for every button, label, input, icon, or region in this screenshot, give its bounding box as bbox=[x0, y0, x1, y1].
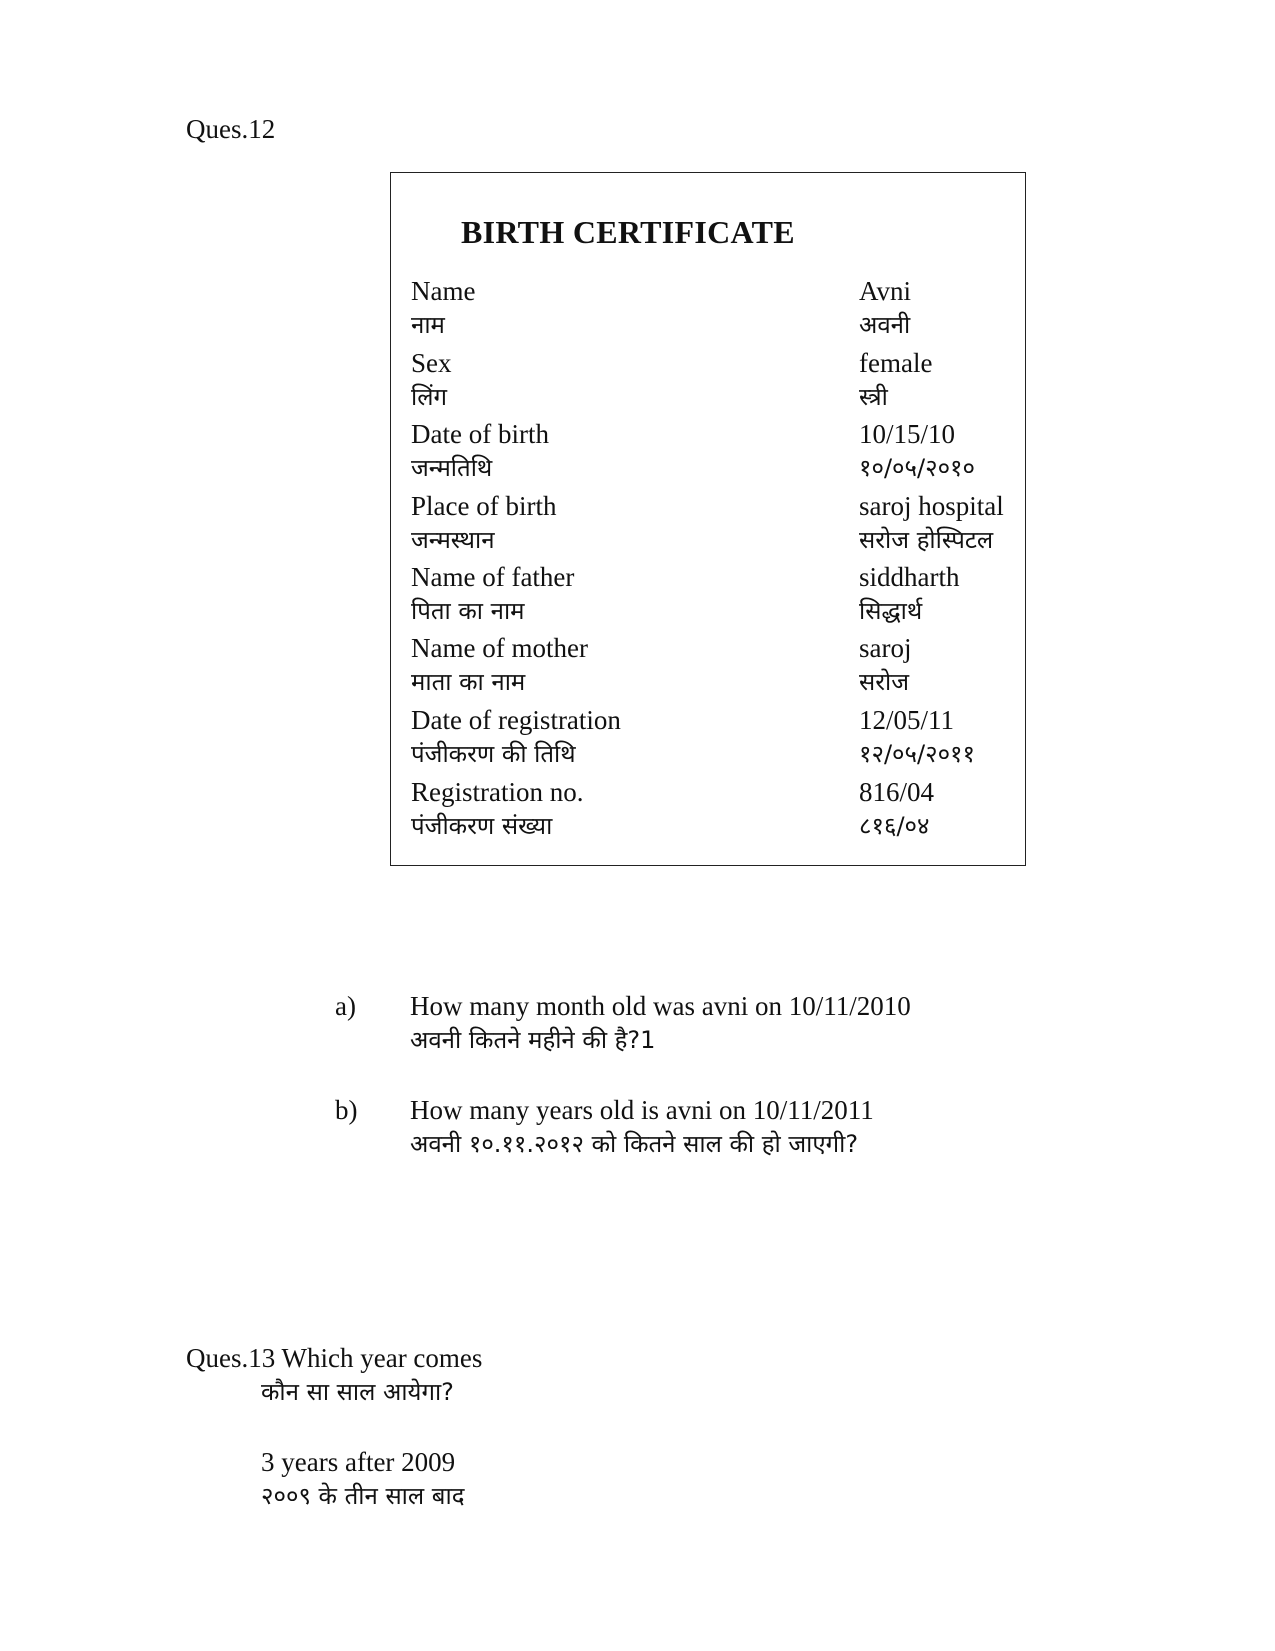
field-value-hindi: १२/०५/२०११ bbox=[859, 740, 976, 768]
field-label: Sex bbox=[411, 348, 452, 378]
field-value-hindi: सिद्धार्थ bbox=[859, 597, 923, 625]
field-label-hindi: पंजीकरण की तिथि bbox=[411, 740, 576, 768]
question-13-subquestion-hindi: २००९ के तीन साल बाद bbox=[261, 1482, 465, 1510]
field-value: saroj hospital bbox=[859, 491, 1004, 521]
field-label-hindi: पंजीकरण संख्या bbox=[411, 812, 553, 840]
question-text: How many years old is avni on 10/11/2011 bbox=[410, 1095, 874, 1125]
question-13-subquestion: 3 years after 2009 bbox=[261, 1447, 456, 1477]
question-marker: b) bbox=[335, 1095, 358, 1125]
certificate-row-name-of-mother bbox=[391, 632, 1025, 704]
field-label: Name bbox=[411, 276, 476, 306]
certificate-row-date-of-birth bbox=[391, 418, 1025, 490]
field-label-hindi: नाम bbox=[411, 311, 445, 339]
field-label-hindi: माता का नाम bbox=[411, 668, 526, 696]
field-value: female bbox=[859, 348, 933, 378]
field-value: 10/15/10 bbox=[859, 419, 956, 449]
question-item-a bbox=[335, 990, 1035, 1062]
field-label: Place of birth bbox=[411, 491, 557, 521]
field-value: siddharth bbox=[859, 562, 960, 592]
field-value-hindi: ८१६/०४ bbox=[859, 812, 930, 840]
question-12-label: Ques.12 bbox=[186, 114, 276, 144]
field-value: Avni bbox=[859, 276, 911, 306]
question-text-hindi: अवनी १०.११.२०१२ को कितने साल की हो जाएगी? bbox=[410, 1130, 859, 1158]
field-value: saroj bbox=[859, 633, 912, 663]
question-marker: a) bbox=[335, 991, 356, 1021]
question-13-label-hindi: कौन सा साल आयेगा? bbox=[261, 1378, 454, 1406]
field-label: Date of birth bbox=[411, 419, 549, 449]
certificate-row-sex bbox=[391, 347, 1025, 419]
field-label-hindi: जन्मस्थान bbox=[411, 526, 495, 554]
field-label-hindi: पिता का नाम bbox=[411, 597, 525, 625]
certificate-row-name-of-father bbox=[391, 561, 1025, 633]
certificate-title: BIRTH CERTIFICATE bbox=[461, 214, 795, 250]
field-value-hindi: अवनी bbox=[859, 311, 911, 339]
question-13-label: Ques.13 Which year comes bbox=[186, 1343, 483, 1373]
certificate-row-date-of-registration bbox=[391, 704, 1025, 776]
field-label: Name of mother bbox=[411, 633, 588, 663]
certificate-row-place-of-birth bbox=[391, 490, 1025, 562]
question-item-b bbox=[335, 1094, 1035, 1166]
birth-certificate bbox=[390, 172, 1026, 866]
field-value-hindi: स्त्री bbox=[859, 383, 888, 411]
question-text-hindi: अवनी कितने महीने की है?1 bbox=[410, 1026, 656, 1054]
field-value-hindi: १०/०५/२०१० bbox=[859, 454, 976, 482]
certificate-row-name bbox=[391, 275, 1025, 347]
field-label-hindi: जन्मतिथि bbox=[411, 454, 493, 482]
field-label: Registration no. bbox=[411, 777, 584, 807]
field-label-hindi: लिंग bbox=[411, 383, 447, 411]
field-value: 12/05/11 bbox=[859, 705, 955, 735]
question-text: How many month old was avni on 10/11/2010 bbox=[410, 991, 911, 1021]
field-value-hindi: सरोज होस्पिटल bbox=[859, 526, 994, 554]
field-value-hindi: सरोज bbox=[859, 668, 910, 696]
field-label: Name of father bbox=[411, 562, 575, 592]
field-label: Date of registration bbox=[411, 705, 621, 735]
certificate-row-registration-no bbox=[391, 776, 1025, 848]
field-value: 816/04 bbox=[859, 777, 935, 807]
